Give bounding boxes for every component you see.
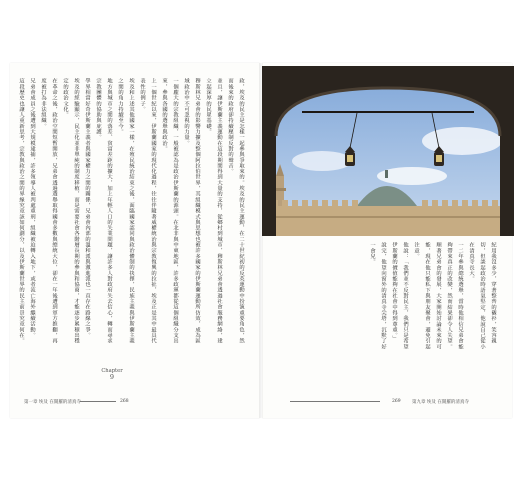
paragraph: 一二年參與總統選舉，當時他相信兄弟會能夠帶來真正的改變，然而結果卻令人失望。 (446, 242, 463, 350)
paragraph: 埃及和上述其他國家一樣，在殖民統治結束之後，面臨國家認同與政治體制的抉擇，民族主義與伊斯蘭主義之間的角力持續至今。 (117, 78, 134, 344)
paragraph: 他說：「我們並不反對民主，我們只是希望伊斯蘭的價值能夠在社會中得到尊重。」 (391, 242, 408, 350)
chapter-number: 9 (109, 373, 115, 381)
footer-rule (290, 401, 380, 402)
paragraph: 穆斯林兄弟會的影響力擴及整個阿拉伯世界，其組織模式與思想也被許多國家的伊斯蘭運動所仿效，成為區域政治中不可忽視的力量。 (183, 78, 200, 344)
chapter-mark (92, 368, 132, 380)
paragraph: 地方與城市之間的落差、貧富差距的擴大，加上年輕人口的失業問題，讓許多人對政府失去信心，轉而尋求宗教團體的協助與庇護。 (95, 78, 112, 344)
paragraph: 埃及的經驗顯示，民主化並非單純的制度移植，而是需要社會各階層長期的參與和協商，才能逐步累積出穩定的政治文化。 (62, 78, 79, 344)
paragraph: 上一個世紀以來，伊斯蘭國家的現代化過程，往往伴隨著威權統治與宗教復興的拉扯，埃及正是其中最具代表性的例子。 (139, 78, 156, 344)
paragraph: 這段歷史也讓人重新思考，宗教與政治之間的界線究竟該如何劃分，以及伊斯蘭世界的民主前景究竟何在。 (18, 78, 24, 344)
paragraph: 政，埃及的民主是怎樣一起參與爭取來的。埃及的民主運動，在二十世紀初的反英運動中扮演重要角色，然而後來的政府卻持續壓制反對的聲音。 (227, 78, 244, 344)
right-running-head: 第九章 埃及 在開羅的清真寺 (412, 400, 469, 405)
paragraph: 順著兄弟會的發展，大家開始討論未來的可能，現在他只能私下與朋友聚會，避免引起注意。 (413, 242, 441, 350)
paragraph: 學界相當好奇伊斯蘭主義者與國家權力之間的關係，兄弟會內部的溫和派與激進派也一直存在路線之爭。 (84, 78, 90, 338)
paragraph: 並且，讓伊斯蘭主義運動在這段期間得到大量的支持，從鄉村到城市，穆斯林兄弟會透過社會服務網絡，建立起深厚的民眾基礎。 (205, 78, 222, 344)
right-page-number: 269 (392, 399, 401, 404)
paragraph: 一個龐大的宗教組織，一般被認為是政治伊斯蘭的源頭。在北非與中東地區，許多政黨都從這個組織分支出來，參與各國的選舉與政治。 (161, 78, 178, 344)
paragraph: 在革命之後，政治空間短暫開放，兄弟會透過選舉取得國會多數與總統大位，卻在一年後遭到軍方推翻，再度被打為非法組織。 (40, 78, 57, 344)
chapter-label: Chapter (101, 368, 123, 374)
paragraph: 兄弟會成員之後遭到大規模逮捕，許多領導人被判處重刑，組織被迫轉入地下，或者流亡海外繼續活動。 (29, 78, 35, 338)
left-page-number: 268 (120, 399, 129, 404)
mosque-arch-illustration (262, 66, 514, 236)
paragraph: 說完，他望向窗外的清真寺尖塔，沉默了好一會兒。 (369, 242, 386, 350)
paragraph: 紀用我沒多少，穿著整齊的襯衫，笑容親切，但談起政治時語氣堅定，他說自己從小在清真寺長大。 (468, 242, 496, 350)
right-page-body (276, 242, 498, 352)
mosque-photo (262, 66, 514, 236)
left-running-head: 第一章 埃及 在開羅的清真寺 (24, 400, 81, 405)
footer-rule (80, 401, 116, 402)
left-page-body (18, 78, 246, 348)
